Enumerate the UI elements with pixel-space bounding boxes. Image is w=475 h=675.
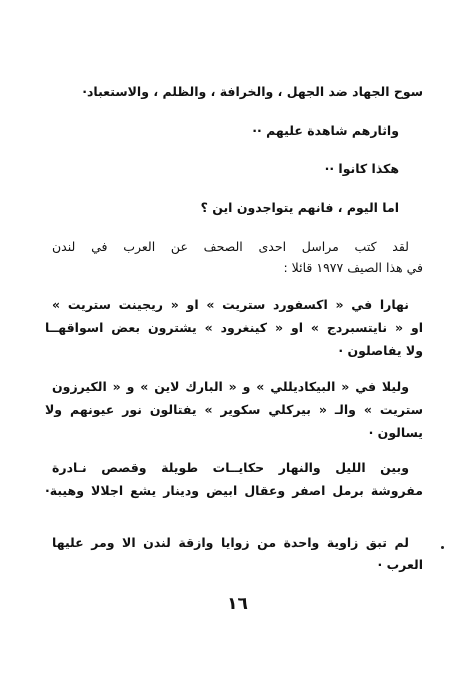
text-line-11: ستريت » والـ « بيركلي سكوير » يفتالون نور عيونهم ولا bbox=[45, 402, 423, 417]
text-line-9: ولا يفاصلون · bbox=[338, 343, 423, 358]
page-number: ١٦ bbox=[227, 594, 248, 614]
text-line-3: هكذا كانوا ·· bbox=[324, 161, 399, 176]
text-line-10: وليلا في « البيكاديللي » و « البارك لاين » و « الكيرزون bbox=[52, 379, 409, 394]
text-line-5: لقد كتب مراسل احدى الصحف عن العرب في لندن bbox=[52, 239, 409, 254]
text-line-7: نهارا في « اكسفورد ستريت » او « ريجينت ستريت » bbox=[52, 297, 409, 312]
text-line-16: العرب · bbox=[377, 557, 423, 572]
text-line-2: واثارهم شاهدة عليهم ·· bbox=[252, 123, 399, 138]
text-line-14: مفروشة برمل اصفر وعقال ابيض ودينار يشع اجلالا وهيبة· bbox=[45, 483, 423, 498]
text-line-4: اما اليوم ، فانهم يتواجدون اين ؟ bbox=[200, 200, 399, 215]
text-line-12: يسالون · bbox=[368, 425, 423, 440]
text-line-6: في هذا الصيف ١٩٧٧ قائلا : bbox=[283, 260, 423, 275]
text-line-15: لم تبق زاوية واحدة من زوايا وازقة لندن الا ومر عليها bbox=[52, 535, 409, 550]
text-line-8: او « نايتسبردج » او « كينغرود » يشترون بعض اسواقهــا bbox=[45, 320, 423, 335]
text-line-1: سوح الجهاد ضد الجهل ، والخرافة ، والظلم ، والاستعباد· bbox=[82, 84, 423, 99]
text-line-13: وبين الليل والنهار حكايــات طويلة وقصص نـادرة bbox=[52, 460, 409, 475]
scan-speck bbox=[441, 546, 444, 549]
